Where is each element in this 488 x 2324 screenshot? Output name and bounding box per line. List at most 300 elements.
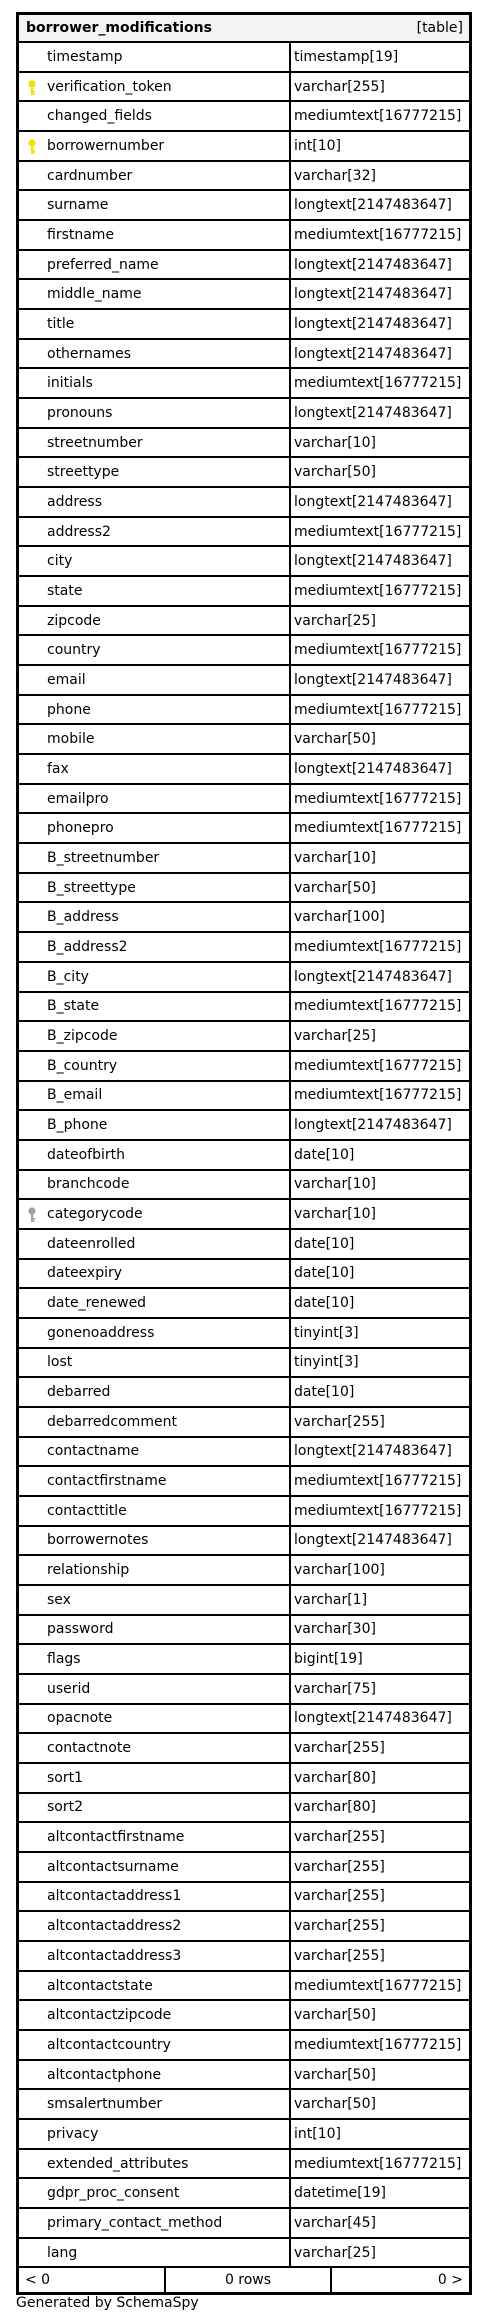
column-name: firstname (47, 226, 115, 243)
column-type: varchar[50] (294, 2096, 376, 2113)
column-name: verification_token (47, 78, 172, 95)
table-row (19, 1586, 469, 1616)
column-name: B_country (47, 1057, 118, 1074)
column-type: datetime[19] (294, 2185, 386, 2202)
table-row (19, 577, 469, 607)
column-type: varchar[10] (294, 434, 376, 451)
column-name: city (47, 553, 73, 570)
column-name: altcontactsurname (47, 1858, 179, 1875)
table-row (19, 1141, 469, 1171)
table-row (19, 1675, 469, 1705)
table-row (19, 280, 469, 310)
column-type: varchar[1] (294, 1591, 368, 1608)
column-name: email (47, 671, 86, 688)
column-name-cell (19, 933, 291, 961)
table-row (19, 1853, 469, 1883)
column-type: varchar[50] (294, 2066, 376, 2083)
column-name-cell (19, 488, 291, 516)
column-name-cell (19, 340, 291, 368)
column-name-cell (19, 1230, 291, 1258)
column-name-cell (19, 310, 291, 338)
column-type: longtext[2147483647] (294, 345, 452, 362)
table-row (19, 1705, 469, 1735)
column-name: surname (47, 197, 109, 214)
column-name: smsalertnumber (47, 2096, 163, 2113)
column-type: varchar[255] (294, 1740, 385, 1757)
column-name-cell (19, 874, 291, 902)
table-row (19, 636, 469, 666)
column-name: dateenrolled (47, 1235, 136, 1252)
table-row (19, 1289, 469, 1319)
column-type: mediumtext[16777215] (294, 820, 462, 837)
column-type: mediumtext[16777215] (294, 938, 462, 955)
column-name: sort1 (47, 1769, 84, 1786)
table-row (19, 1734, 469, 1764)
column-name: borrowernotes (47, 1532, 149, 1549)
table-row (19, 1319, 469, 1349)
table-row (19, 1022, 469, 1052)
column-name: extended_attributes (47, 2155, 189, 2172)
column-type: varchar[10] (294, 1176, 376, 1193)
column-name-cell (19, 102, 291, 130)
column-name: borrowernumber (47, 137, 165, 154)
column-name-cell (19, 814, 291, 842)
column-type: varchar[50] (294, 464, 376, 481)
column-name-cell (19, 1022, 291, 1050)
column-name: dateofbirth (47, 1146, 125, 1163)
column-type: varchar[255] (294, 1858, 385, 1875)
column-type: date[10] (294, 1384, 355, 1401)
column-type: varchar[50] (294, 731, 376, 748)
column-name-cell (19, 518, 291, 546)
column-name-cell (19, 2090, 291, 2118)
table-row (19, 1912, 469, 1942)
column-type: varchar[255] (294, 1413, 385, 1430)
column-name-cell (19, 2150, 291, 2178)
column-name-cell (19, 1883, 291, 1911)
column-name: password (47, 1621, 114, 1638)
column-type: varchar[75] (294, 1680, 376, 1697)
column-name-cell (19, 2061, 291, 2089)
table-row (19, 963, 469, 993)
column-name-cell (19, 1438, 291, 1466)
column-type: longtext[2147483647] (294, 968, 452, 985)
column-type: varchar[255] (294, 1947, 385, 1964)
primary-key-icon (27, 139, 37, 155)
column-name: B_address (47, 909, 119, 926)
column-name: streetnumber (47, 434, 143, 451)
table-row (19, 1200, 469, 1230)
table-row (19, 1438, 469, 1468)
table-row (19, 1972, 469, 2002)
column-type: varchar[100] (294, 1562, 385, 1579)
table-row (19, 310, 469, 340)
column-name: altcontactaddress3 (47, 1947, 182, 1964)
column-type: varchar[80] (294, 1769, 376, 1786)
column-name: dateexpiry (47, 1265, 123, 1282)
column-name-cell (19, 1052, 291, 1080)
table-row (19, 696, 469, 726)
column-name-cell (19, 1467, 291, 1495)
column-name-cell (19, 1171, 291, 1199)
column-name: gonenoaddress (47, 1324, 155, 1341)
footer-right: 0 > (437, 2272, 463, 2289)
column-name: relationship (47, 1562, 130, 1579)
column-name: debarred (47, 1384, 111, 1401)
column-name-cell (19, 2179, 291, 2207)
table-row (19, 1230, 469, 1260)
column-name: timestamp (47, 48, 123, 65)
column-name-cell (19, 993, 291, 1021)
column-name-cell (19, 1527, 291, 1555)
column-name-cell (19, 1705, 291, 1733)
table-row (19, 2001, 469, 2031)
table-row (19, 903, 469, 933)
column-type: mediumtext[16777215] (294, 1473, 462, 1490)
column-name: sex (47, 1591, 71, 1608)
column-name-cell (19, 1734, 291, 1762)
table-row (19, 1408, 469, 1438)
column-type: int[10] (294, 2125, 341, 2142)
column-type: mediumtext[16777215] (294, 1057, 462, 1074)
column-name: emailpro (47, 790, 109, 807)
table-row (19, 1527, 469, 1557)
column-type: longtext[2147483647] (294, 760, 452, 777)
column-name: altcontactphone (47, 2066, 162, 2083)
column-name: B_streetnumber (47, 849, 160, 866)
column-name-cell (19, 607, 291, 635)
column-name-cell (19, 2120, 291, 2148)
column-type: longtext[2147483647] (294, 1443, 452, 1460)
column-type: varchar[255] (294, 78, 385, 95)
table-row (19, 1823, 469, 1853)
table-footer (19, 2268, 469, 2292)
column-name: pronouns (47, 404, 113, 421)
table-row (19, 132, 469, 162)
column-name: lost (47, 1354, 73, 1371)
table-row (19, 73, 469, 103)
column-name-cell (19, 844, 291, 872)
column-name-cell (19, 1645, 291, 1673)
column-name-cell (19, 1319, 291, 1347)
column-type: mediumtext[16777215] (294, 642, 462, 659)
column-name: categorycode (47, 1206, 143, 1223)
index-key-icon (27, 1207, 37, 1223)
column-name: state (47, 582, 83, 599)
column-name-cell (19, 191, 291, 219)
column-name-cell (19, 755, 291, 783)
column-type: date[10] (294, 1146, 355, 1163)
table-row (19, 2061, 469, 2091)
column-type: mediumtext[16777215] (294, 108, 462, 125)
column-name: date_renewed (47, 1295, 147, 1312)
column-name-cell (19, 903, 291, 931)
column-type: mediumtext[16777215] (294, 226, 462, 243)
table-row (19, 488, 469, 518)
column-name: primary_contact_method (47, 2214, 223, 2231)
column-name-cell (19, 785, 291, 813)
column-type: varchar[25] (294, 612, 376, 629)
table-row (19, 1794, 469, 1824)
column-type: mediumtext[16777215] (294, 1502, 462, 1519)
column-name-cell (19, 1794, 291, 1822)
column-name: lang (47, 2244, 78, 2261)
column-name: B_address2 (47, 938, 128, 955)
table-row (19, 162, 469, 192)
table-row (19, 1171, 469, 1201)
column-type: varchar[255] (294, 1918, 385, 1935)
column-name: altcontactstate (47, 1977, 153, 1994)
column-name: B_zipcode (47, 1028, 118, 1044)
column-type: varchar[50] (294, 2007, 376, 2024)
column-type: date[10] (294, 1265, 355, 1282)
primary-key-icon (27, 80, 37, 96)
column-name-cell (19, 1942, 291, 1970)
table-row (19, 2031, 469, 2061)
column-name: gdpr_proc_consent (47, 2185, 180, 2202)
column-name: sort2 (47, 1799, 84, 1816)
column-name-cell (19, 1764, 291, 1792)
column-name-cell (19, 458, 291, 486)
column-type: longtext[2147483647] (294, 671, 452, 688)
table-row (19, 1497, 469, 1527)
column-name: privacy (47, 2125, 99, 2142)
column-name-cell (19, 1912, 291, 1940)
column-type: tinyint[3] (294, 1354, 359, 1371)
column-type: longtext[2147483647] (294, 197, 452, 214)
table-row (19, 102, 469, 132)
column-type: varchar[30] (294, 1621, 376, 1638)
column-name: title (47, 315, 75, 332)
column-name-cell (19, 369, 291, 397)
table-row (19, 755, 469, 785)
column-name: userid (47, 1680, 91, 1697)
column-name-cell (19, 577, 291, 605)
column-name: contactname (47, 1443, 140, 1460)
column-type: varchar[45] (294, 2214, 376, 2231)
column-type: bigint[19] (294, 1651, 363, 1668)
table-row (19, 547, 469, 577)
column-type: date[10] (294, 1235, 355, 1252)
column-type: longtext[2147483647] (294, 404, 452, 421)
table-row (19, 399, 469, 429)
column-name: address2 (47, 523, 111, 540)
column-name-cell (19, 2209, 291, 2237)
column-list (19, 43, 469, 2268)
column-name-cell (19, 963, 291, 991)
table-row (19, 1111, 469, 1141)
column-type: mediumtext[16777215] (294, 375, 462, 392)
column-name-cell (19, 1289, 291, 1317)
column-type: mediumtext[16777215] (294, 523, 462, 540)
table-row (19, 2209, 469, 2239)
column-name-cell (19, 1616, 291, 1644)
column-name: phone (47, 701, 91, 718)
column-name: zipcode (47, 612, 101, 629)
column-name-cell (19, 162, 291, 190)
column-name-cell (19, 547, 291, 575)
column-name-cell (19, 1586, 291, 1614)
column-name: B_city (47, 968, 89, 985)
column-name-cell (19, 1349, 291, 1377)
column-type: varchar[80] (294, 1799, 376, 1816)
column-name-cell (19, 696, 291, 724)
table-row (19, 191, 469, 221)
column-name-cell (19, 1141, 291, 1169)
table-row (19, 458, 469, 488)
column-name: B_phone (47, 1117, 108, 1134)
column-name: contacttitle (47, 1502, 127, 1519)
column-name-cell (19, 636, 291, 664)
column-type: timestamp[19] (294, 48, 399, 65)
column-type: varchar[10] (294, 1206, 376, 1223)
table-row (19, 725, 469, 755)
table-kind: [table] (416, 20, 463, 36)
column-name-cell (19, 73, 291, 101)
table-row (19, 993, 469, 1023)
column-name: altcontactcountry (47, 2036, 171, 2053)
column-name: altcontactaddress1 (47, 1888, 182, 1905)
table-row (19, 814, 469, 844)
column-name-cell (19, 1675, 291, 1703)
table-row (19, 340, 469, 370)
column-name: altcontactaddress2 (47, 1918, 182, 1935)
column-name: initials (47, 375, 93, 392)
column-name: phonepro (47, 820, 114, 837)
column-type: longtext[2147483647] (294, 315, 452, 332)
column-name-cell (19, 221, 291, 249)
table-row (19, 1616, 469, 1646)
table-row (19, 429, 469, 459)
column-name: B_state (47, 998, 100, 1015)
table-row (19, 1467, 469, 1497)
column-name: contactnote (47, 1740, 131, 1757)
column-name: othernames (47, 345, 132, 362)
column-type: mediumtext[16777215] (294, 998, 462, 1015)
column-type: longtext[2147483647] (294, 553, 452, 570)
column-type: varchar[50] (294, 879, 376, 896)
table-row (19, 607, 469, 637)
column-name-cell (19, 132, 291, 160)
column-name: fax (47, 760, 69, 777)
table-row (19, 933, 469, 963)
column-name-cell (19, 1408, 291, 1436)
table-row (19, 844, 469, 874)
column-name-cell (19, 1260, 291, 1288)
table-row (19, 874, 469, 904)
column-name-cell (19, 2239, 291, 2267)
column-type: mediumtext[16777215] (294, 582, 462, 599)
column-name-cell (19, 1853, 291, 1881)
column-name: mobile (47, 731, 95, 748)
table-row (19, 1378, 469, 1408)
column-name-cell (19, 1082, 291, 1110)
column-name-cell (19, 1111, 291, 1139)
column-type: mediumtext[16777215] (294, 701, 462, 718)
table-name: borrower_modifications (26, 20, 212, 36)
table-row (19, 251, 469, 281)
column-type: mediumtext[16777215] (294, 2036, 462, 2053)
column-type: int[10] (294, 137, 341, 154)
table-row (19, 2150, 469, 2180)
column-name: contactfirstname (47, 1473, 167, 1490)
column-name: B_email (47, 1087, 103, 1104)
column-type: tinyint[3] (294, 1324, 359, 1341)
column-name: flags (47, 1651, 81, 1668)
column-name: cardnumber (47, 167, 133, 184)
table-row (19, 1942, 469, 1972)
column-name: preferred_name (47, 256, 159, 273)
table-row (19, 43, 469, 73)
table-row (19, 1883, 469, 1913)
column-name: streettype (47, 464, 120, 481)
column-type: varchar[10] (294, 849, 376, 866)
column-type: date[10] (294, 1295, 355, 1312)
column-type: mediumtext[16777215] (294, 1977, 462, 1994)
table-header (19, 15, 469, 43)
column-name-cell (19, 1556, 291, 1584)
column-name-cell (19, 1378, 291, 1406)
column-name-cell (19, 429, 291, 457)
column-type: longtext[2147483647] (294, 493, 452, 510)
footer-left: < 0 (19, 2268, 166, 2292)
column-name-cell (19, 1200, 291, 1228)
column-type: varchar[255] (294, 1888, 385, 1905)
column-name-cell (19, 666, 291, 694)
column-type: longtext[2147483647] (294, 1710, 452, 1727)
column-name-cell (19, 1497, 291, 1525)
column-name-cell (19, 1823, 291, 1851)
column-type: varchar[32] (294, 167, 376, 184)
column-name-cell (19, 2031, 291, 2059)
generated-by-text: Generated by SchemaSpy (16, 2295, 199, 2311)
table-row (19, 518, 469, 548)
column-name-cell (19, 280, 291, 308)
column-name: country (47, 642, 101, 659)
column-name-cell (19, 2001, 291, 2029)
column-name-cell (19, 399, 291, 427)
column-name: altcontactzipcode (47, 2007, 172, 2024)
column-name: branchcode (47, 1176, 130, 1193)
column-name-cell (19, 1972, 291, 2000)
column-name: middle_name (47, 286, 142, 303)
column-type: longtext[2147483647] (294, 1117, 452, 1134)
table-row (19, 2120, 469, 2150)
column-type: mediumtext[16777215] (294, 1087, 462, 1104)
column-type: varchar[25] (294, 1028, 376, 1044)
table-row (19, 1556, 469, 1586)
table-row (19, 1082, 469, 1112)
table-row (19, 221, 469, 251)
table-row (19, 2090, 469, 2120)
table-row (19, 2239, 469, 2269)
column-type: mediumtext[16777215] (294, 790, 462, 807)
table-row (19, 1260, 469, 1290)
column-name-cell (19, 251, 291, 279)
table-row (19, 369, 469, 399)
table-row (19, 785, 469, 815)
column-type: varchar[100] (294, 909, 385, 926)
column-name: B_streettype (47, 879, 136, 896)
column-name-cell (19, 43, 291, 71)
table-row (19, 1052, 469, 1082)
column-name: address (47, 493, 103, 510)
table-row (19, 2179, 469, 2209)
column-type: mediumtext[16777215] (294, 2155, 462, 2172)
column-type: varchar[255] (294, 1829, 385, 1846)
column-name: opacnote (47, 1710, 113, 1727)
column-name: debarredcomment (47, 1413, 177, 1430)
